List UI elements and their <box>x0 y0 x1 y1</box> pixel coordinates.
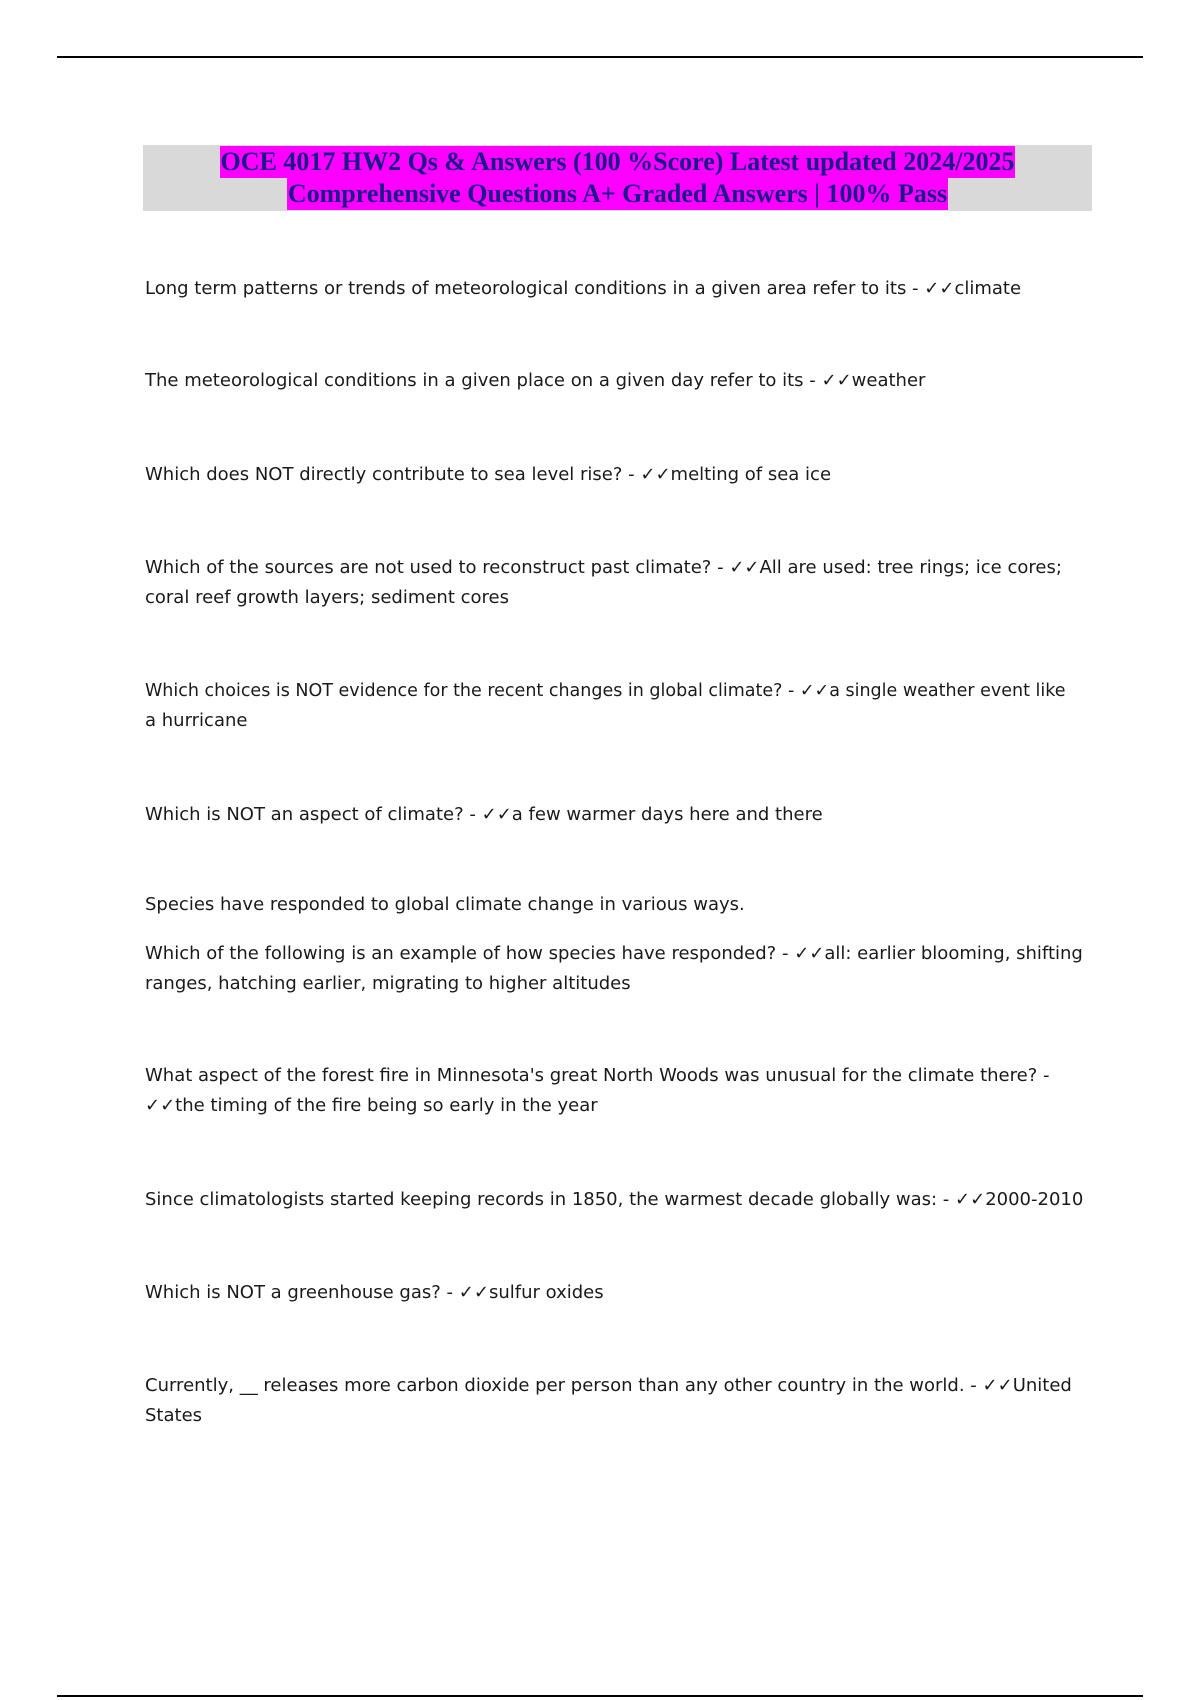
qa-line <box>145 460 1090 490</box>
answer-text: sulfur oxides <box>488 1282 604 1303</box>
check-icon: ✓✓ <box>458 1282 489 1303</box>
qa-item <box>145 460 1090 490</box>
answer-text: a single weather event like <box>829 681 1066 701</box>
qa-line <box>145 366 1090 396</box>
qa-item <box>145 890 1090 920</box>
check-icon: ✓✓ <box>729 557 760 578</box>
qa-item <box>145 1371 1090 1431</box>
qa-item <box>145 1278 1090 1308</box>
check-icon: ✓✓ <box>955 1189 986 1210</box>
answer-continuation: ranges, hatching earlier, migrating to higher altitudes <box>145 973 631 994</box>
qa-item <box>145 800 1090 830</box>
qa-line <box>145 1061 1090 1091</box>
check-icon: ✓✓ <box>821 370 852 391</box>
check-icon: ✓✓ <box>481 804 512 825</box>
question-text: What aspect of the forest fire in Minnesota's great North Woods was unusual for the climate there? <box>145 1065 1038 1086</box>
separator: - <box>1037 1065 1056 1086</box>
separator: - <box>937 1189 956 1210</box>
qa-line <box>145 553 1090 583</box>
separator: - <box>440 1282 459 1303</box>
check-icon: ✓✓ <box>640 464 671 485</box>
answer-text: United <box>1012 1375 1072 1396</box>
check-icon: ✓✓ <box>145 1095 176 1116</box>
qa-line <box>145 1371 1090 1401</box>
question-text: Long term patterns or trends of meteorological conditions in a given area refer to its <box>145 278 907 299</box>
title-line-2: Comprehensive Questions A+ Graded Answers | 100% Pass <box>287 179 948 208</box>
document-title <box>143 145 1092 211</box>
check-icon: ✓✓ <box>924 278 955 299</box>
separator: - <box>463 804 482 825</box>
answer-text: melting of sea ice <box>670 464 832 485</box>
check-icon: ✓✓ <box>799 681 830 701</box>
separator: - <box>776 943 795 964</box>
answer-text: a few warmer days here and there <box>511 804 823 825</box>
separator: - <box>964 1375 983 1396</box>
footer-rule <box>57 1695 1143 1697</box>
header-rule <box>57 56 1143 58</box>
separator: - <box>622 464 641 485</box>
question-text: Which does NOT directly contribute to sea level rise? <box>145 464 623 485</box>
answer-text: the timing of the fire being so early in the year <box>175 1095 598 1116</box>
separator: - <box>906 278 925 299</box>
qa-line <box>145 1278 1090 1308</box>
separator: - <box>782 681 800 701</box>
qa-line <box>145 676 1090 706</box>
title-line-1: OCE 4017 HW2 Qs & Answers (100 %Score) Latest updated 2024/2025 <box>220 147 1015 176</box>
qa-line <box>145 800 1090 830</box>
qa-item <box>145 939 1090 999</box>
question-text: Which of the sources are not used to reconstruct past climate? <box>145 557 712 578</box>
qa-intro: Species have responded to global climate change in various ways. <box>145 894 745 915</box>
qa-line <box>145 1091 1090 1121</box>
answer-continuation: States <box>145 1405 203 1426</box>
check-icon: ✓✓ <box>982 1375 1013 1396</box>
answer-text: all: earlier blooming, shifting <box>824 943 1083 964</box>
question-text: Currently, __ releases more carbon dioxide per person than any other country in the world. <box>145 1375 965 1396</box>
check-icon: ✓✓ <box>794 943 825 964</box>
qa-line <box>145 939 1090 969</box>
question-text: Which is NOT a greenhouse gas? <box>145 1282 441 1303</box>
separator: - <box>803 370 822 391</box>
qa-line <box>145 274 1090 304</box>
separator: - <box>711 557 730 578</box>
question-text: Which is NOT an aspect of climate? <box>145 804 464 825</box>
qa-item <box>145 1185 1090 1215</box>
qa-item <box>145 1061 1090 1121</box>
question-text: Which of the following is an example of how species have responded? <box>145 943 777 964</box>
answer-text: All are used: tree rings; ice cores; <box>759 557 1062 578</box>
question-text: Since climatologists started keeping records in 1850, the warmest decade globally was: <box>145 1189 938 1210</box>
answer-text: weather <box>851 370 926 391</box>
qa-item <box>145 274 1090 304</box>
question-text: Which choices is NOT evidence for the recent changes in global climate? <box>145 681 783 701</box>
qa-item <box>145 676 1090 736</box>
answer-continuation: a hurricane <box>145 710 248 731</box>
question-text: The meteorological conditions in a given place on a given day refer to its <box>145 370 804 391</box>
qa-item <box>145 366 1090 396</box>
qa-line <box>145 1185 1090 1215</box>
answer-text: 2000-2010 <box>985 1189 1084 1210</box>
qa-item <box>145 553 1090 613</box>
answer-continuation: coral reef growth layers; sediment cores <box>145 587 509 608</box>
answer-text: climate <box>954 278 1022 299</box>
